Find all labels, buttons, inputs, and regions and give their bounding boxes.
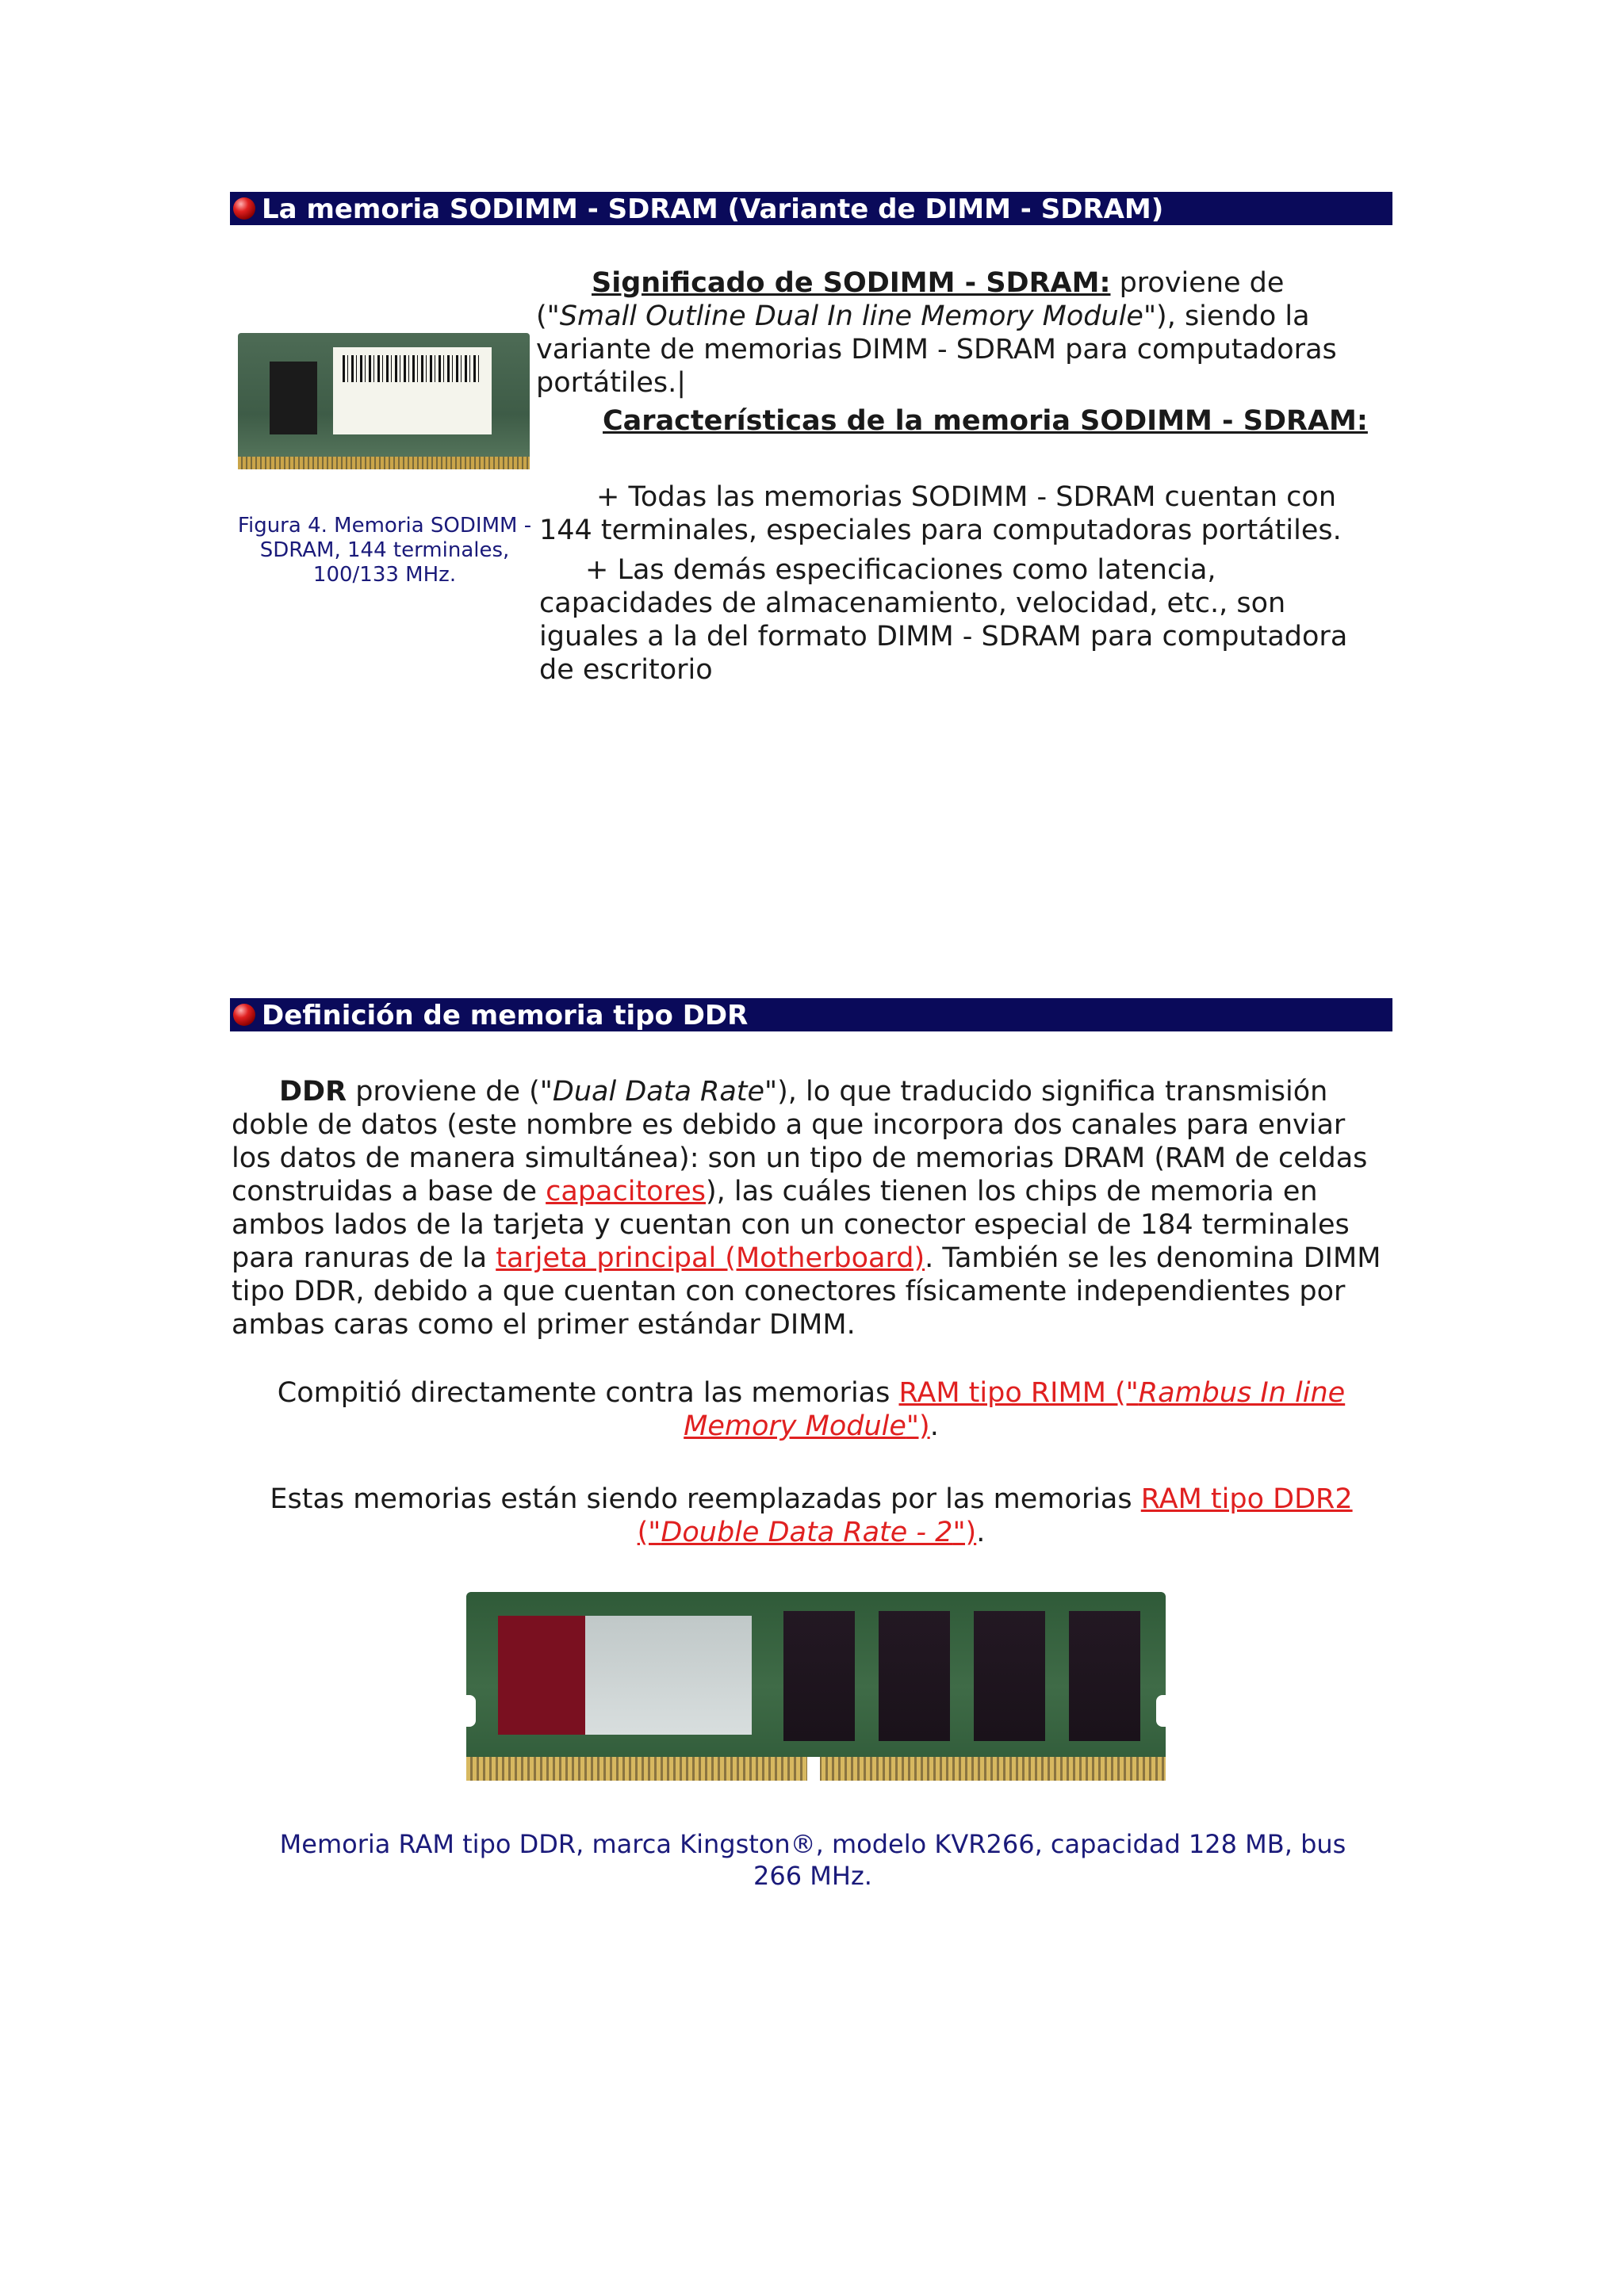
caracteristicas-heading: Características de la memoria SODIMM - SDRAM: <box>603 405 1368 437</box>
sodimm-module-image <box>238 333 530 469</box>
ddr2-paragraph: Estas memorias están siendo reemplazadas por las memorias RAM tipo DDR2 ("Double Data Rate - 2"). <box>270 1483 1353 1548</box>
section-title: Definición de memoria tipo DDR <box>262 1000 749 1031</box>
link-tarjeta-principal[interactable]: tarjeta principal (Motherboard) <box>496 1242 925 1274</box>
significado-heading: Significado de SODIMM - SDRAM: <box>592 267 1111 299</box>
figure-caption: Figura 4. Memoria SODIMM - SDRAM, 144 terminales, 100/133 MHz. <box>237 514 532 587</box>
red-sphere-bullet-icon <box>233 1004 255 1026</box>
ddr-module-image <box>466 1592 1166 1781</box>
rimm-paragraph: Compitió directamente contra las memorias RAM tipo RIMM ("Rambus In line Memory Module"). <box>277 1377 1346 1442</box>
ddr-definition-paragraph: DDR proviene de ("Dual Data Rate"), lo que traducido significa transmisión doble de datos (este nombre es debido a que incorpora dos canales para enviar los datos de manera simultánea): son un tipo de memorias DRAM (RAM de celdas construidas a base de capacitores), las cuáles tienen los chips de memoria en ambos lados de la tarjeta y cuentan con un conector especial de 184 terminales para ranuras de la tarjeta principal (Motherboard). También se les denomina DIMM tipo DDR, debido a que cuentan con conectores físicamente independientes por ambas caras como el primer estándar DIMM. <box>232 1076 1381 1341</box>
link-ram-ddr2[interactable]: RAM tipo DDR2 ("Double Data Rate - 2") <box>637 1483 1353 1548</box>
significado-paragraph: Significado de SODIMM - SDRAM: proviene de ("Small Outline Dual In line Memory Module"), siendo la variante de memorias DIMM - SDRAM para computadoras portátiles.| <box>536 267 1337 399</box>
link-ram-rimm[interactable]: RAM tipo RIMM ("Rambus In line Memory Module") <box>684 1377 1346 1442</box>
bullet-item-1: + Todas las memorias SODIMM - SDRAM cuentan con 144 terminales, especiales para computadoras portátiles. <box>539 481 1342 546</box>
red-sphere-bullet-icon <box>233 197 255 220</box>
section-header-sodimm <box>230 192 1392 225</box>
link-capacitores[interactable]: capacitores <box>546 1176 706 1207</box>
ddr-image-caption: Memoria RAM tipo DDR, marca Kingston®, modelo KVR266, capacidad 128 MB, bus 266 MHz. <box>279 1829 1346 1891</box>
ddr-term: DDR <box>279 1076 347 1108</box>
section-header-ddr <box>230 998 1392 1031</box>
bullet-item-2: + Las demás especificaciones como latencia, capacidades de almacenamiento, velocidad, etc., son iguales a la del formato DIMM - SDRAM para computadora de escritorio <box>539 554 1348 686</box>
section-title: La memoria SODIMM - SDRAM (Variante de DIMM - SDRAM) <box>262 193 1164 225</box>
